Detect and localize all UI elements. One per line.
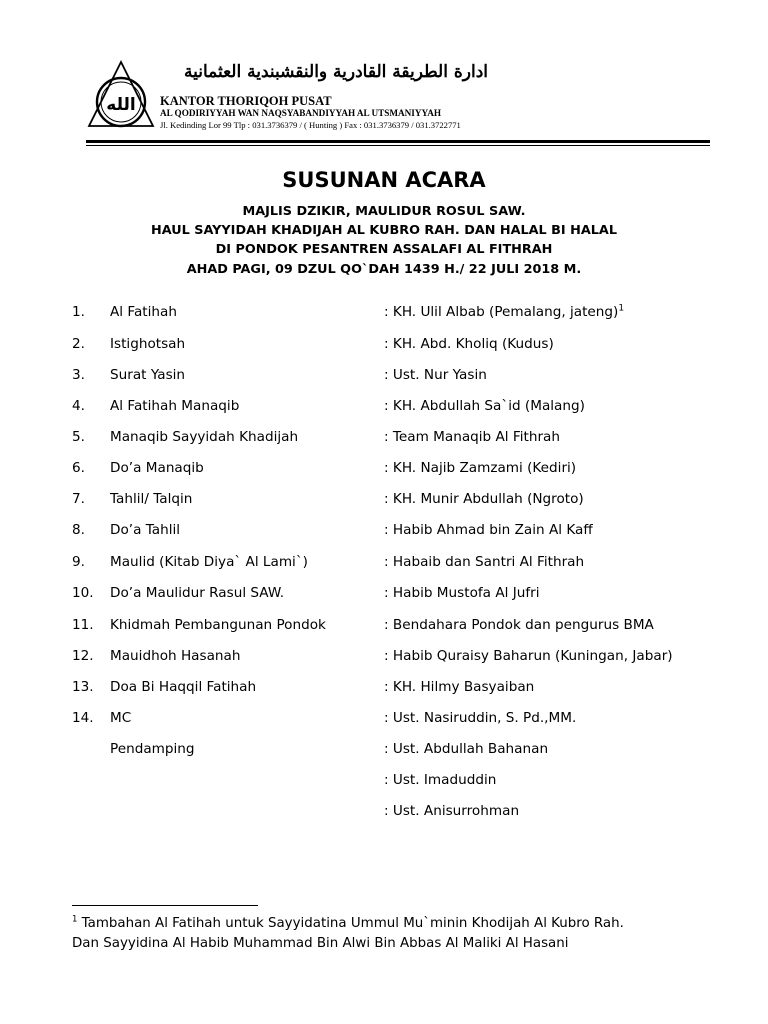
agenda-person: : KH. Munir Abdullah (Ngroto) xyxy=(384,491,584,507)
agenda-number: 8. xyxy=(72,522,85,538)
agenda-person: : Team Manaqib Al Fithrah xyxy=(384,429,560,445)
agenda-number: 3. xyxy=(72,367,85,383)
letterhead-arabic-title: ادارة الطريقة القادرية والنقشبندية العثمانية xyxy=(183,62,489,82)
agenda-person: : Habib Quraisy Baharun (Kuningan, Jabar) xyxy=(384,648,673,664)
agenda-row xyxy=(72,803,712,825)
agenda-row xyxy=(72,367,712,389)
footnote-text-1: Tambahan Al Fatihah untuk Sayyidatina Ummul Mu`minin Khodijah Al Kubro Rah. xyxy=(77,916,624,931)
agenda-person: : KH. Abdullah Sa`id (Malang) xyxy=(384,398,585,414)
agenda-row xyxy=(72,304,712,326)
agenda-row xyxy=(72,710,712,732)
agenda-row xyxy=(72,491,712,513)
agenda-row xyxy=(72,679,712,701)
agenda-item: MC xyxy=(110,710,132,726)
agenda-number: 2. xyxy=(72,336,85,352)
agenda-row xyxy=(72,741,712,763)
letterhead-rule-thick xyxy=(86,140,710,143)
event-line-1: MAJLIS DZIKIR, MAULIDUR ROSUL SAW. xyxy=(242,204,526,219)
letterhead xyxy=(86,60,522,142)
footnote-line-2: Dan Sayyidina Al Habib Muhammad Bin Alwi Bin Abbas Al Maliki Al Hasani xyxy=(72,936,569,951)
agenda-item: Do’a Maulidur Rasul SAW. xyxy=(110,585,285,601)
document-title: SUSUNAN ACARA xyxy=(282,168,486,192)
agenda-item: Do’a Tahlil xyxy=(110,522,181,538)
agenda-person: : Habib Ahmad bin Zain Al Kaff xyxy=(384,522,593,538)
agenda-person: : KH. Hilmy Basyaiban xyxy=(384,679,535,695)
agenda-row xyxy=(72,554,712,576)
agenda-person: : Ust. Imaduddin xyxy=(384,772,497,788)
agenda-person: : Habib Mustofa Al Jufri xyxy=(384,585,540,601)
logo-calligraphy: الله xyxy=(106,95,136,115)
agenda-item: Khidmah Pembangunan Pondok xyxy=(110,617,326,633)
agenda-number: 7. xyxy=(72,491,85,507)
agenda-item: Istighotsah xyxy=(110,336,186,352)
tariqa-logo-icon xyxy=(86,60,156,130)
agenda-item: Surat Yasin xyxy=(110,367,186,383)
agenda-item: Doa Bi Haqqil Fatihah xyxy=(110,679,257,695)
agenda-row xyxy=(72,648,712,670)
agenda-item: Al Fatihah Manaqib xyxy=(110,398,240,414)
footnote-separator xyxy=(72,905,258,906)
agenda-row xyxy=(72,429,712,451)
footnote-mark: 1 xyxy=(72,914,78,925)
agenda-row xyxy=(72,772,712,794)
agenda-row xyxy=(72,585,712,607)
letterhead-office: KANTOR THORIQOH PUSAT xyxy=(160,94,332,108)
footnote-line-1 xyxy=(72,916,624,931)
agenda-row xyxy=(72,460,712,482)
footnote-reference: 1 xyxy=(618,303,625,314)
agenda-person xyxy=(384,304,624,320)
agenda-person: : Ust. Nasiruddin, S. Pd.,MM. xyxy=(384,710,577,726)
agenda-item: Mauidhoh Hasanah xyxy=(110,648,241,664)
letterhead-rule-thin xyxy=(86,145,710,146)
agenda-person: : Bendahara Pondok dan pengurus BMA xyxy=(384,617,654,633)
agenda-row xyxy=(72,522,712,544)
event-line-4: AHAD PAGI, 09 DZUL QO`DAH 1439 H./ 22 JULI 2018 M. xyxy=(186,262,582,277)
event-line-3: DI PONDOK PESANTREN ASSALAFI AL FITHRAH xyxy=(215,242,553,257)
agenda-person: : KH. Abd. Kholiq (Kudus) xyxy=(384,336,554,352)
agenda-person: : Ust. Nur Yasin xyxy=(384,367,487,383)
agenda-item: Al Fatihah xyxy=(110,304,177,320)
agenda-number: 14. xyxy=(72,710,94,726)
agenda-number: 4. xyxy=(72,398,85,414)
agenda-item: Pendamping xyxy=(110,741,195,757)
agenda-person-text: : KH. Ulil Albab (Pemalang, jateng) xyxy=(384,304,619,320)
agenda-item: Maulid (Kitab Diya` Al Lami`) xyxy=(110,554,308,570)
agenda-row xyxy=(72,617,712,639)
agenda-number: 12. xyxy=(72,648,94,664)
agenda-person: : Ust. Anisurrohman xyxy=(384,803,520,819)
agenda-person: : Habaib dan Santri Al Fithrah xyxy=(384,554,585,570)
agenda-row xyxy=(72,336,712,358)
agenda-person: : KH. Najib Zamzami (Kediri) xyxy=(384,460,577,476)
agenda-number: 11. xyxy=(72,617,94,633)
agenda-number: 9. xyxy=(72,554,85,570)
event-line-2: HAUL SAYYIDAH KHADIJAH AL KUBRO RAH. DAN HALAL BI HALAL xyxy=(151,223,617,238)
agenda-person: : Ust. Abdullah Bahanan xyxy=(384,741,549,757)
agenda-item: Manaqib Sayyidah Khadijah xyxy=(110,429,299,445)
agenda-number: 6. xyxy=(72,460,85,476)
agenda-number: 10. xyxy=(72,585,94,601)
letterhead-address: Jl. Kedinding Lor 99 Tlp : 031.3736379 / ( Hunting ) Fax : 031.3736379 / 031.3722771 xyxy=(160,120,461,130)
agenda-item: Tahlil/ Talqin xyxy=(110,491,193,507)
letterhead-tariqa: AL QODIRIYYAH WAN NAQSYABANDIYYAH AL UTSMANIYYAH xyxy=(160,108,442,118)
agenda-item: Do’a Manaqib xyxy=(110,460,204,476)
agenda-number: 5. xyxy=(72,429,85,445)
agenda-number: 1. xyxy=(72,304,85,320)
agenda-number: 13. xyxy=(72,679,94,695)
agenda-row xyxy=(72,398,712,420)
